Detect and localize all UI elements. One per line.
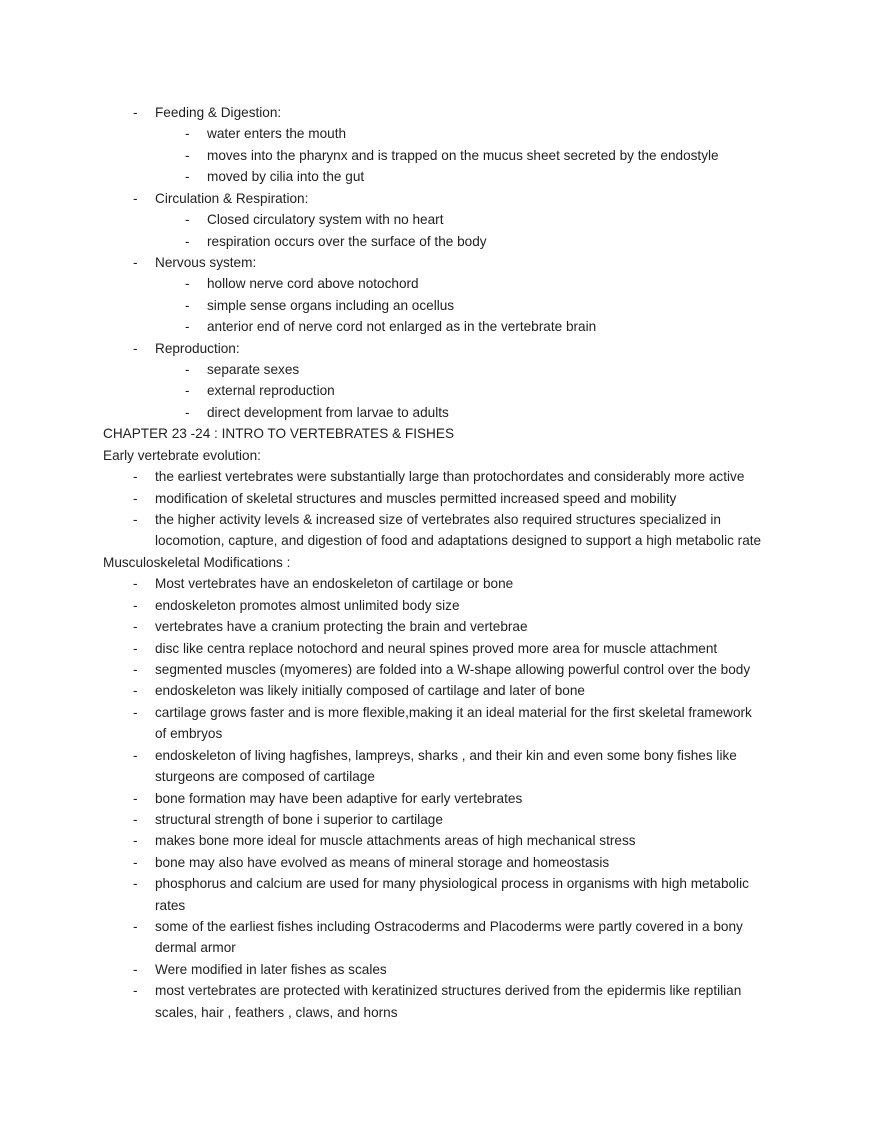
bullet-item-line — [103, 359, 803, 380]
bullet-item-line — [103, 980, 803, 1001]
bullet-dash: - — [133, 469, 138, 485]
bullet-dash: - — [133, 833, 138, 849]
line-text: modification of skeletal structures and muscles permitted increased speed and mobility — [155, 490, 677, 506]
bullet-item-line — [103, 852, 803, 873]
bullet-item-line — [103, 123, 803, 144]
bullet-dash: - — [133, 790, 138, 806]
line-text: endoskeleton promotes almost unlimited body size — [155, 597, 460, 613]
line-text: the earliest vertebrates were substantially large than protochordates and considerably more active — [155, 469, 745, 485]
bullet-item-line — [103, 766, 803, 787]
bullet-item-line — [103, 102, 803, 123]
line-text: most vertebrates are protected with keratinized structures derived from the epidermis like reptilian — [155, 983, 742, 999]
bullet-item-line — [103, 659, 803, 680]
bullet-dash: - — [185, 147, 190, 163]
bullet-item-line — [103, 530, 803, 551]
bullet-dash: - — [185, 276, 190, 292]
line-text: phosphorus and calcium are used for many physiological process in organisms with high metabolic — [155, 876, 749, 892]
bullet-item-line — [103, 830, 803, 851]
bullet-item-line — [103, 166, 803, 187]
bullet-item-line — [103, 595, 803, 616]
bullet-dash: - — [185, 319, 190, 335]
bullet-item-line — [103, 916, 803, 937]
line-text: CHAPTER 23 -24 : INTRO TO VERTEBRATES & FISHES — [103, 426, 455, 442]
bullet-item-line — [103, 338, 803, 359]
line-text: Most vertebrates have an endoskeleton of cartilage or bone — [155, 576, 514, 592]
line-text: water enters the mouth — [207, 126, 347, 142]
bullet-dash: - — [133, 919, 138, 935]
line-text: Closed circulatory system with no heart — [207, 212, 444, 228]
bullet-item-line — [103, 1002, 803, 1023]
line-text: rates — [155, 897, 186, 913]
bullet-dash: - — [133, 619, 138, 635]
line-text: cartilage grows faster and is more flexible,making it an ideal material for the first skeletal framework — [155, 704, 752, 720]
bullet-item-line — [103, 702, 803, 723]
line-text: simple sense organs including an ocellus — [207, 297, 455, 313]
line-text: hollow nerve cord above notochord — [207, 276, 419, 292]
line-text: locomotion, capture, and digestion of food and adaptations designed to support a high metabolic rate — [155, 533, 762, 549]
bullet-dash: - — [185, 126, 190, 142]
bullet-dash: - — [133, 640, 138, 656]
bullet-dash: - — [133, 683, 138, 699]
bullet-dash: - — [133, 254, 138, 270]
line-text: vertebrates have a cranium protecting the brain and vertebrae — [155, 619, 528, 635]
line-text: of embryos — [155, 726, 223, 742]
bullet-dash: - — [133, 961, 138, 977]
line-text: Feeding & Digestion: — [155, 105, 282, 120]
bullet-item-line — [103, 466, 803, 487]
bullet-dash: - — [133, 512, 138, 528]
line-text: Circulation & Respiration: — [155, 190, 309, 206]
line-text: segmented muscles (myomeres) are folded into a W-shape allowing powerful control over the body — [155, 661, 751, 677]
bullet-item-line — [103, 316, 803, 337]
bullet-item-line — [103, 723, 803, 744]
heading-line — [103, 423, 803, 444]
line-text: scales, hair , feathers , claws, and horns — [155, 1004, 398, 1020]
heading-line — [103, 552, 803, 573]
bullet-item-line — [103, 402, 803, 423]
bullet-dash: - — [133, 704, 138, 720]
line-text: sturgeons are composed of cartilage — [155, 769, 375, 785]
bullet-item-line — [103, 745, 803, 766]
bullet-dash: - — [133, 490, 138, 506]
bullet-dash: - — [133, 661, 138, 677]
bullet-dash: - — [133, 876, 138, 892]
bullet-item-line — [103, 488, 803, 509]
bullet-item-line — [103, 638, 803, 659]
line-text: bone may also have evolved as means of mineral storage and homeostasis — [155, 854, 610, 870]
line-text: Nervous system: — [155, 254, 257, 270]
bullet-dash: - — [185, 404, 190, 420]
bullet-item-line — [103, 188, 803, 209]
bullet-item-line — [103, 145, 803, 166]
bullet-dash: - — [185, 297, 190, 313]
line-text: moved by cilia into the gut — [207, 169, 365, 185]
bullet-dash: - — [185, 233, 190, 249]
bullet-dash: - — [185, 169, 190, 185]
bullet-item-line — [103, 680, 803, 701]
bullet-item-line — [103, 895, 803, 916]
line-text: structural strength of bone i superior to cartilage — [155, 811, 443, 827]
bullet-item-line — [103, 959, 803, 980]
line-text: some of the earliest fishes including Ostracoderms and Placoderms were partly covered in a bony — [155, 919, 743, 935]
line-text: disc like centra replace notochord and neural spines proved more area for muscle attachment — [155, 640, 718, 656]
document-body — [103, 102, 803, 1023]
line-text: separate sexes — [207, 362, 300, 378]
bullet-dash: - — [133, 983, 138, 999]
bullet-dash: - — [133, 340, 138, 356]
line-text: Reproduction: — [155, 340, 240, 356]
bullet-dash: - — [133, 854, 138, 870]
bullet-dash: - — [133, 576, 138, 592]
line-text: endoskeleton of living hagfishes, lampreys, sharks , and their kin and even some bony fishes like — [155, 747, 737, 763]
bullet-item-line — [103, 380, 803, 401]
bullet-dash: - — [185, 362, 190, 378]
heading-line — [103, 445, 803, 466]
bullet-dash: - — [133, 105, 138, 120]
bullet-dash: - — [133, 747, 138, 763]
line-text: makes bone more ideal for muscle attachments areas of high mechanical stress — [155, 833, 636, 849]
bullet-item-line — [103, 937, 803, 958]
bullet-dash: - — [185, 212, 190, 228]
bullet-item-line — [103, 295, 803, 316]
line-text: Early vertebrate evolution: — [103, 447, 261, 463]
bullet-item-line — [103, 231, 803, 252]
line-text: anterior end of nerve cord not enlarged as in the vertebrate brain — [207, 319, 597, 335]
bullet-item-line — [103, 573, 803, 594]
line-text: dermal armor — [155, 940, 236, 956]
line-text: the higher activity levels & increased size of vertebrates also required structures specialized in — [155, 512, 721, 528]
bullet-dash: - — [133, 190, 138, 206]
bullet-dash: - — [133, 597, 138, 613]
bullet-dash: - — [185, 383, 190, 399]
line-text: endoskeleton was likely initially composed of cartilage and later of bone — [155, 683, 585, 699]
bullet-item-line — [103, 273, 803, 294]
line-text: respiration occurs over the surface of the body — [207, 233, 487, 249]
bullet-item-line — [103, 788, 803, 809]
bullet-item-line — [103, 809, 803, 830]
line-text: Musculoskeletal Modifications : — [103, 554, 291, 570]
bullet-dash: - — [133, 811, 138, 827]
bullet-item-line — [103, 873, 803, 894]
bullet-item-line — [103, 509, 803, 530]
bullet-item-line — [103, 616, 803, 637]
line-text: direct development from larvae to adults — [207, 404, 449, 420]
line-text: external reproduction — [207, 383, 335, 399]
bullet-item-line — [103, 209, 803, 230]
line-text: bone formation may have been adaptive for early vertebrates — [155, 790, 523, 806]
bullet-item-line — [103, 252, 803, 273]
line-text: Were modified in later fishes as scales — [155, 961, 387, 977]
line-text: moves into the pharynx and is trapped on the mucus sheet secreted by the endostyle — [207, 147, 719, 163]
